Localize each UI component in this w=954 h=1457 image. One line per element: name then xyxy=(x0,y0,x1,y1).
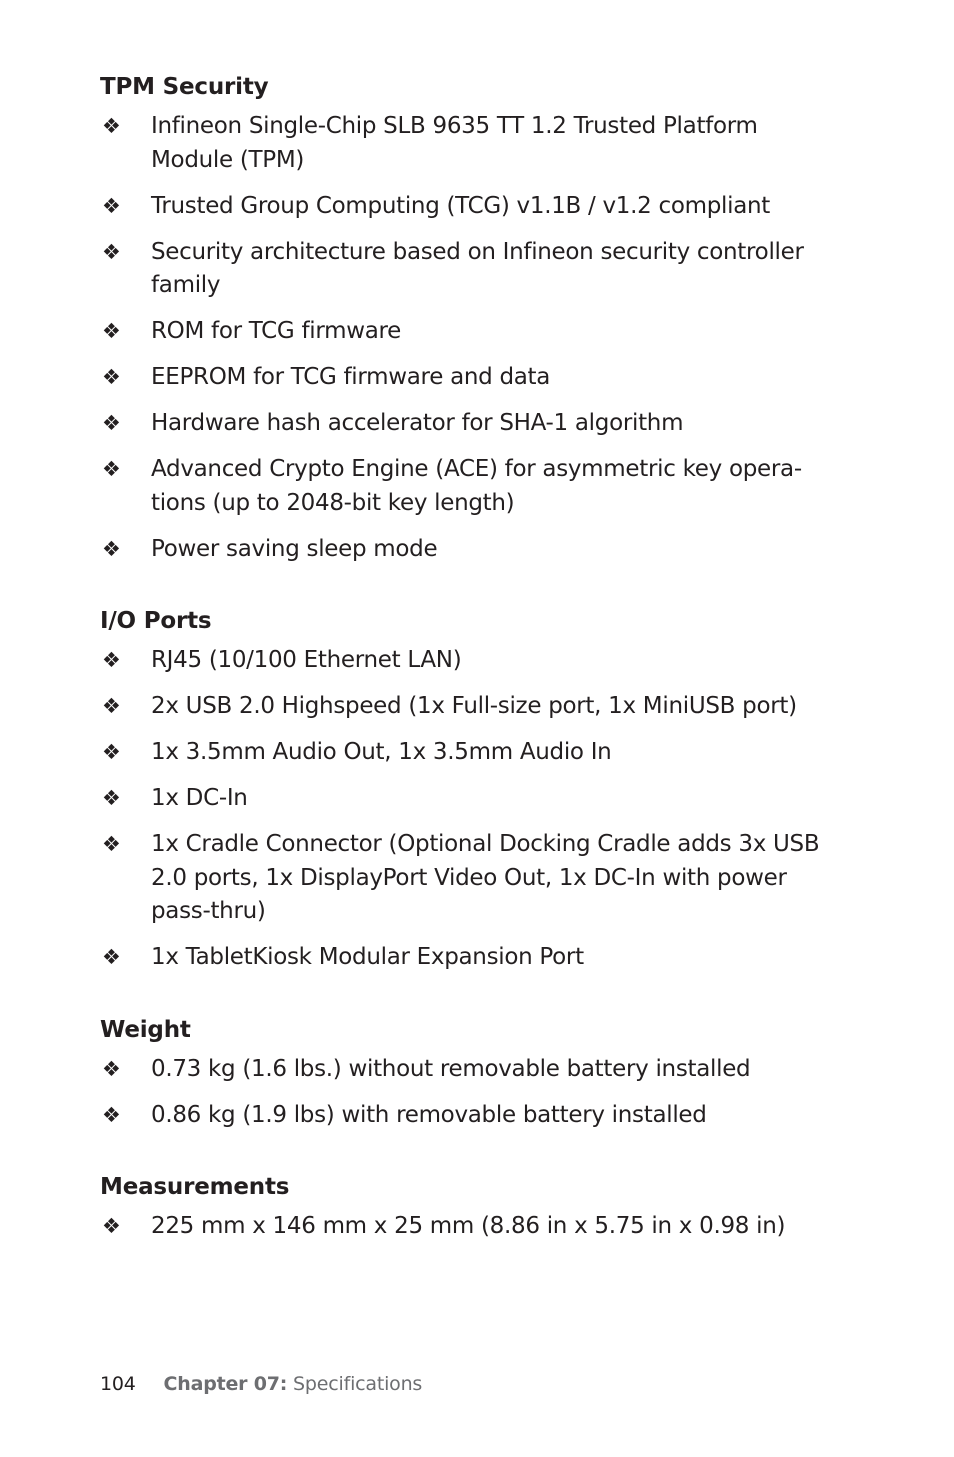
diamond-bullet-icon: ❖ xyxy=(102,411,121,435)
section-title: I/O Ports xyxy=(100,608,212,634)
diamond-bullet-icon: ❖ xyxy=(102,740,121,764)
diamond-bullet-icon: ❖ xyxy=(102,786,121,810)
list-item-text: 1x 3.5mm Audio Out, 1x 3.5mm Audio In xyxy=(151,739,612,765)
list-item xyxy=(100,644,840,678)
list-item xyxy=(100,828,840,929)
section-title: Weight xyxy=(100,1016,191,1043)
diamond-bullet-icon: ❖ xyxy=(102,648,121,672)
bullet-list xyxy=(100,1210,840,1244)
bullet-list xyxy=(100,644,840,975)
list-item-text: Security architecture based on Infineon security controller family xyxy=(151,238,804,298)
list-item xyxy=(100,315,840,349)
diamond-bullet-icon: ❖ xyxy=(102,945,121,969)
list-item xyxy=(100,110,840,177)
diamond-bullet-icon: ❖ xyxy=(102,239,121,264)
list-item xyxy=(100,782,840,816)
list-item-text: Trusted Group Computing (TCG) v1.1B / v1.2 compliant xyxy=(151,192,770,219)
list-item xyxy=(100,533,840,567)
list-item-text: Hardware hash accelerator for SHA-1 algorithm xyxy=(151,410,684,436)
list-item xyxy=(100,361,840,395)
list-item xyxy=(100,1099,840,1133)
diamond-bullet-icon: ❖ xyxy=(102,457,121,481)
chapter-label: Chapter 07: xyxy=(163,1373,288,1395)
list-item-text: Infineon Single-Chip SLB 9635 TT 1.2 Trusted Platform Module (TPM) xyxy=(151,113,758,173)
list-item-text: 0.73 kg (1.6 lbs.) without removable battery installed xyxy=(151,1055,751,1082)
list-item-text: Advanced Crypto Engine (ACE) for asymmetric key opera-tions (up to 2048-bit key length) xyxy=(151,456,802,516)
list-item xyxy=(100,407,840,441)
list-item-text: 225 mm x 146 mm x 25 mm (8.86 in x 5.75 in x 0.98 in) xyxy=(151,1213,786,1239)
list-item xyxy=(100,1210,840,1244)
section-title: Measurements xyxy=(100,1174,290,1200)
diamond-bullet-icon: ❖ xyxy=(102,1214,121,1238)
list-item xyxy=(100,736,840,770)
list-item-text: 2x USB 2.0 Highspeed (1x Full-size port, 1x MiniUSB port) xyxy=(151,693,797,719)
list-item xyxy=(100,190,840,224)
list-item xyxy=(100,1053,840,1087)
diamond-bullet-icon: ❖ xyxy=(102,1102,121,1127)
diamond-bullet-icon: ❖ xyxy=(102,193,121,218)
list-item-text: Power saving sleep mode xyxy=(151,535,438,562)
diamond-bullet-icon: ❖ xyxy=(102,832,121,856)
chapter-name: Specifications xyxy=(293,1373,423,1395)
diamond-bullet-icon: ❖ xyxy=(102,365,121,389)
content xyxy=(100,70,840,1256)
list-item-text: 1x TabletKiosk Modular Expansion Port xyxy=(151,944,584,970)
bullet-list xyxy=(100,1053,840,1133)
bullet-list xyxy=(100,110,840,566)
list-item xyxy=(100,941,840,975)
section-io-ports xyxy=(100,604,840,975)
list-item-text: EEPROM for TCG firmware and data xyxy=(151,364,551,390)
list-item xyxy=(100,453,840,520)
list-item-text: RJ45 (10/100 Ethernet LAN) xyxy=(151,647,462,673)
diamond-bullet-icon: ❖ xyxy=(102,1056,121,1081)
list-item-text: 0.86 kg (1.9 lbs) with removable battery installed xyxy=(151,1101,707,1128)
section-title: TPM Security xyxy=(100,74,269,100)
page-number: 104 xyxy=(100,1373,136,1395)
diamond-bullet-icon: ❖ xyxy=(102,114,121,138)
list-item-text: ROM for TCG firmware xyxy=(151,318,402,344)
list-item xyxy=(100,690,840,724)
diamond-bullet-icon: ❖ xyxy=(102,319,121,343)
section-tpm-security xyxy=(100,70,840,566)
list-item-text: 1x Cradle Connector (Optional Docking Cradle adds 3x USB 2.0 ports, 1x DisplayPort Video Out, 1x DC-In with power pass-thru) xyxy=(151,831,820,924)
section-measurements xyxy=(100,1170,840,1244)
diamond-bullet-icon: ❖ xyxy=(102,694,121,718)
list-item-text: 1x DC-In xyxy=(151,785,248,811)
page-footer xyxy=(100,1370,422,1398)
diamond-bullet-icon: ❖ xyxy=(102,536,121,561)
list-item xyxy=(100,236,840,303)
section-weight xyxy=(100,1013,840,1133)
